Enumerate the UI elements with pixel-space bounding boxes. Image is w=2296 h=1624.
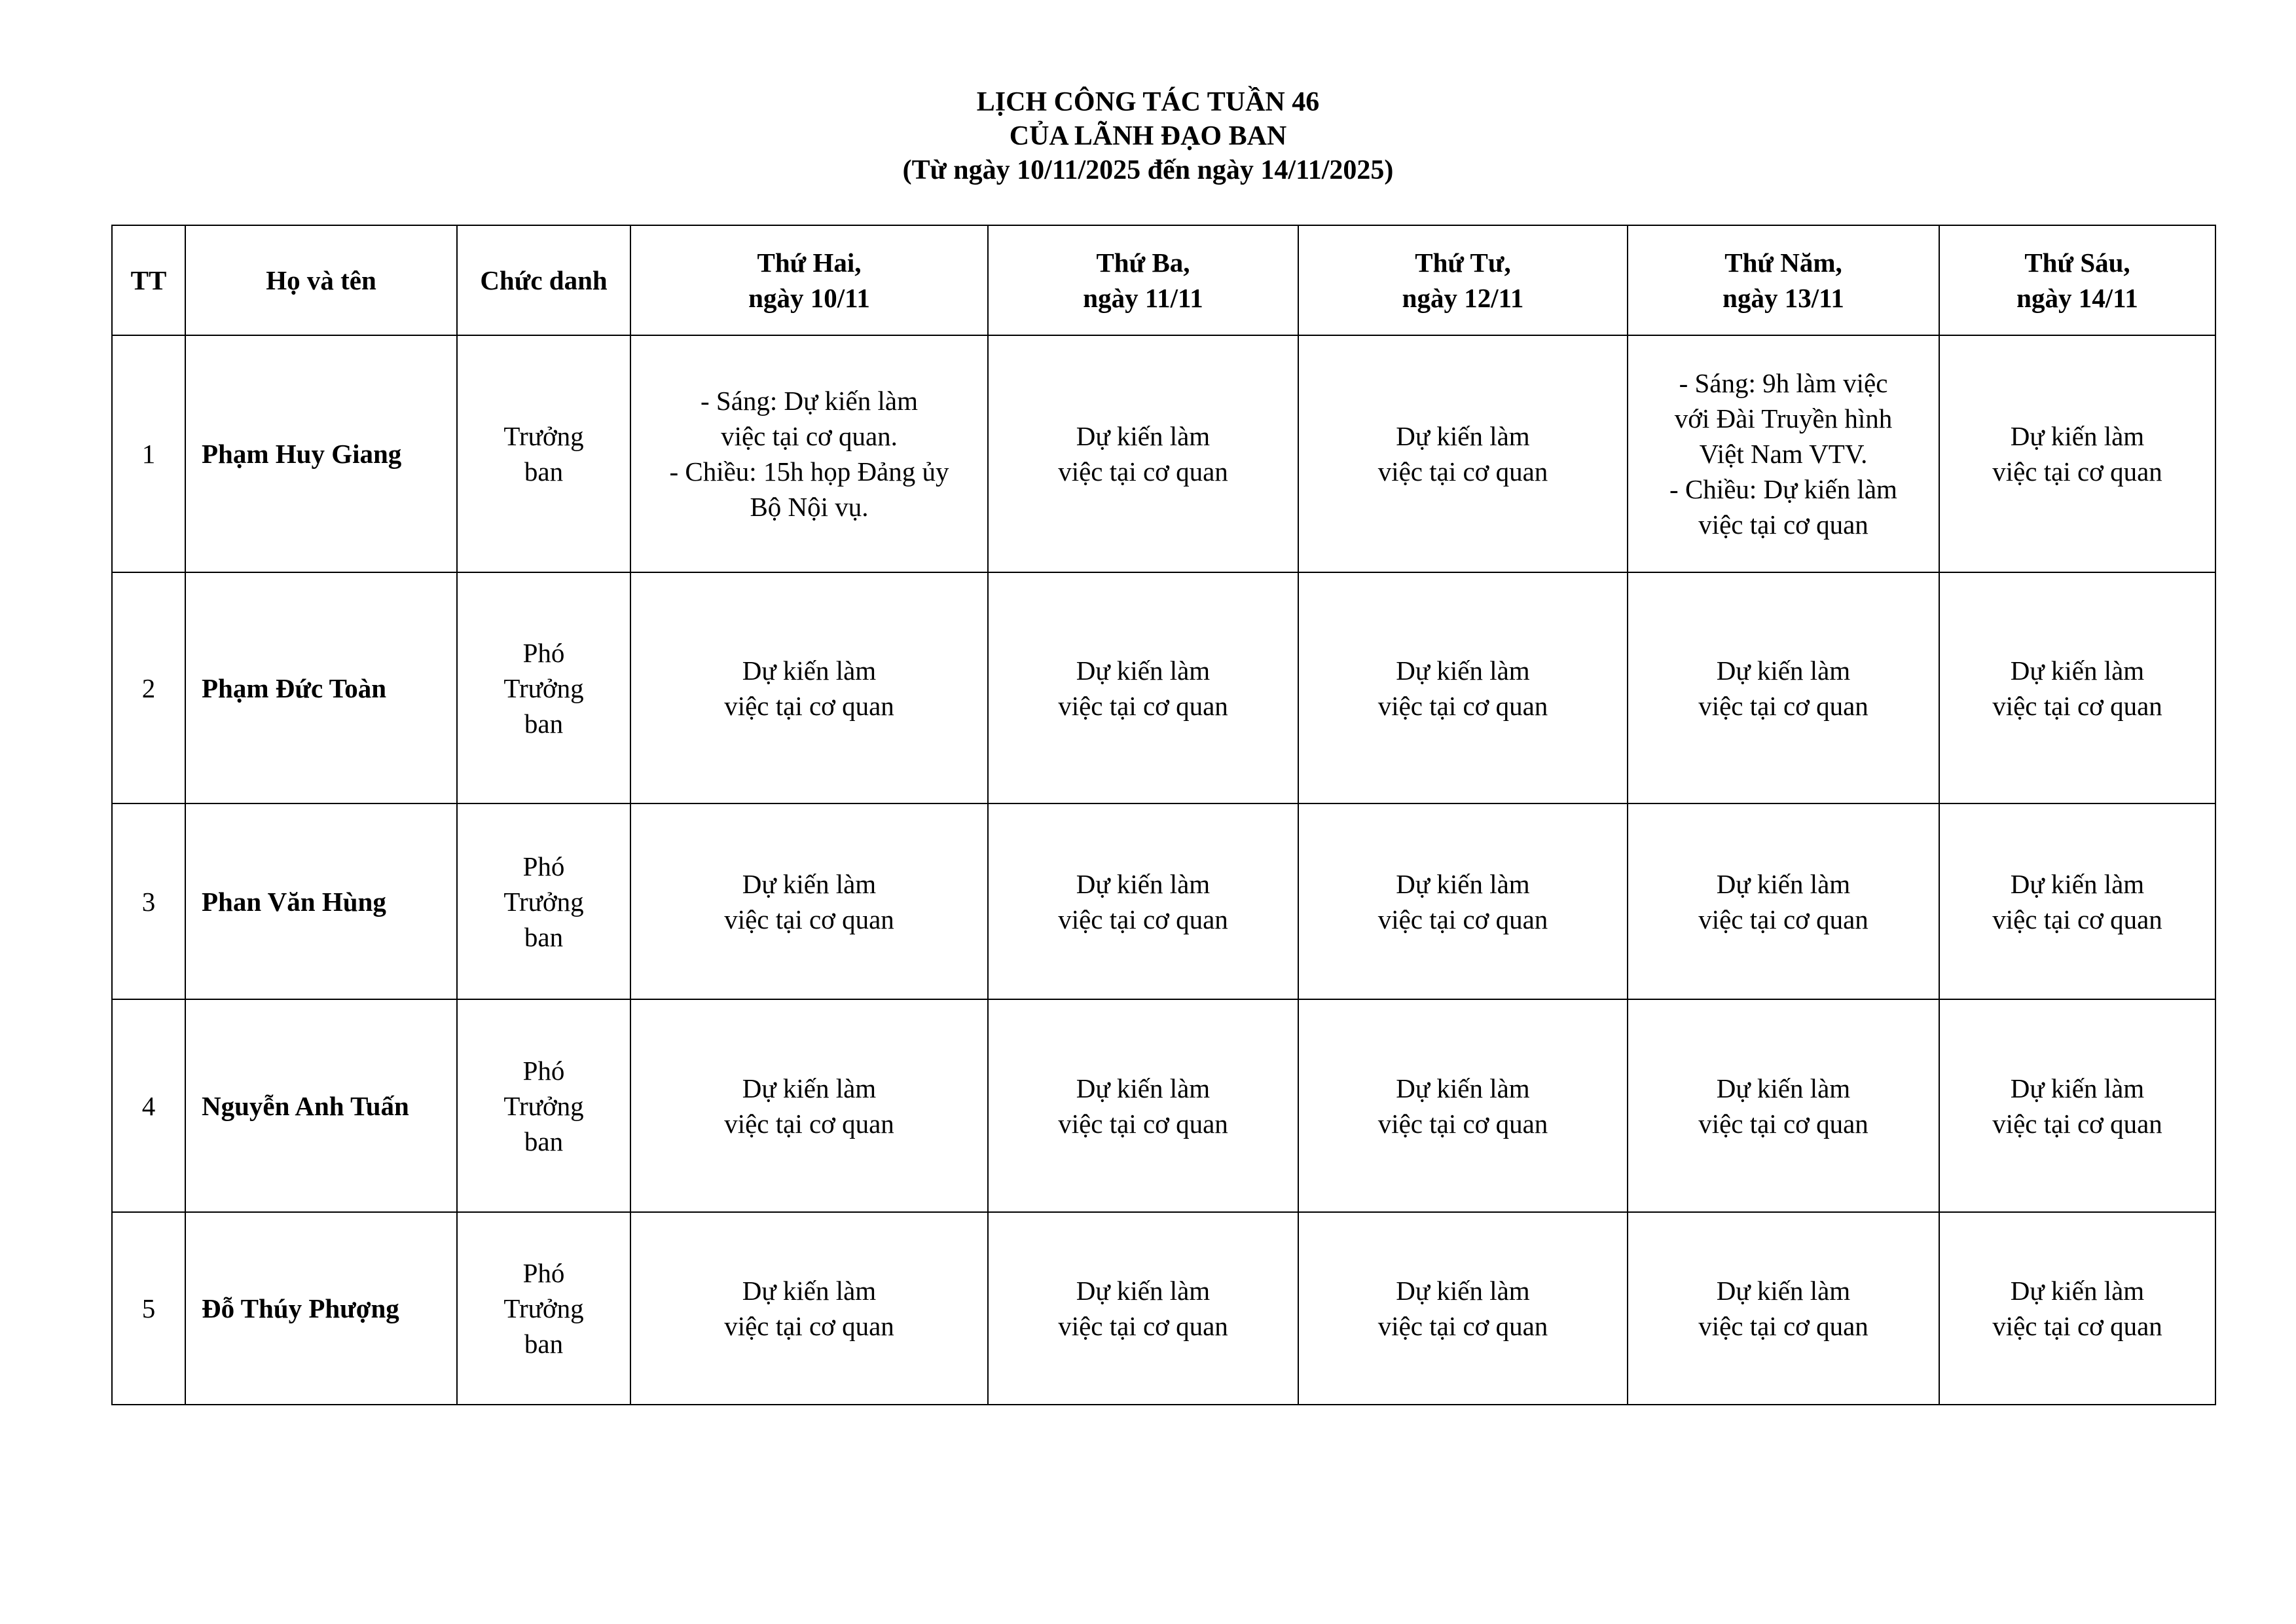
- schedule-line: việc tại cơ quan: [1058, 904, 1228, 934]
- schedule-line: Dự kiến làm: [2010, 1073, 2145, 1103]
- schedule-line: việc tại cơ quan: [1992, 904, 2162, 934]
- position-line: Trưởng: [503, 1293, 584, 1323]
- schedule-line: Dự kiến làm: [2010, 868, 2145, 899]
- schedule-cell-thursday: [1628, 1212, 1939, 1405]
- schedule-cell-monday: [630, 803, 988, 999]
- table-row: [112, 999, 2215, 1212]
- schedule-line: Dự kiến làm: [1716, 1073, 1851, 1103]
- schedule-line: việc tại cơ quan: [1698, 509, 1868, 540]
- schedule-cell-tuesday: [988, 999, 1298, 1212]
- schedule-cell-friday: [1939, 335, 2215, 572]
- header-date: ngày 14/11: [2016, 283, 2138, 313]
- schedule-line: Dự kiến làm: [1716, 655, 1851, 686]
- schedule-line: việc tại cơ quan: [724, 904, 894, 934]
- schedule-line: Dự kiến làm: [1396, 655, 1530, 686]
- schedule-cell-thursday: [1628, 572, 1939, 803]
- header-weekday: Thứ Tư,: [1415, 248, 1511, 278]
- schedule-line: Dự kiến làm: [1076, 1073, 1211, 1103]
- schedule-cell-monday: [630, 1212, 988, 1405]
- header-day-wednesday: [1298, 225, 1628, 335]
- schedule-line: Dự kiến làm: [1076, 868, 1211, 899]
- schedule-table: [111, 225, 2216, 1405]
- person-name: Đỗ Thúy Phượng: [185, 1212, 457, 1405]
- header-row: [112, 225, 2215, 335]
- schedule-cell-tuesday: [988, 335, 1298, 572]
- schedule-cell-thursday: [1628, 999, 1939, 1212]
- schedule-cell-friday: [1939, 999, 2215, 1212]
- schedule-cell-tuesday: [988, 803, 1298, 999]
- person-name: Nguyễn Anh Tuấn: [185, 999, 457, 1212]
- row-number: 1: [112, 335, 185, 572]
- schedule-line: Dự kiến làm: [1076, 1276, 1211, 1306]
- header-date: ngày 11/11: [1083, 283, 1203, 313]
- schedule-line: việc tại cơ quan: [1377, 456, 1548, 487]
- header-day-friday: [1939, 225, 2215, 335]
- position-line: Trưởng: [503, 673, 584, 703]
- schedule-line: Dự kiến làm: [1076, 421, 1211, 451]
- person-position: [457, 572, 630, 803]
- schedule-line: việc tại cơ quan: [1992, 1108, 2162, 1139]
- schedule-line: việc tại cơ quan: [1698, 904, 1868, 934]
- schedule-line: - Sáng: Dự kiến làm: [701, 386, 918, 416]
- row-number: 2: [112, 572, 185, 803]
- schedule-cell-thursday: [1628, 803, 1939, 999]
- title-line-3: (Từ ngày 10/11/2025 đến ngày 14/11/2025): [902, 155, 1394, 185]
- schedule-line: việc tại cơ quan: [724, 690, 894, 721]
- header-weekday: Thứ Sáu,: [2024, 248, 2130, 278]
- schedule-cell-monday: [630, 335, 988, 572]
- position-line: ban: [524, 1329, 564, 1359]
- position-line: Phó: [522, 1258, 565, 1288]
- schedule-cell-tuesday: [988, 1212, 1298, 1405]
- schedule-line: việc tại cơ quan: [1377, 904, 1548, 934]
- schedule-line: Dự kiến làm: [2010, 421, 2145, 451]
- schedule-line: Dự kiến làm: [2010, 1276, 2145, 1306]
- person-name: Phạm Huy Giang: [185, 335, 457, 572]
- person-name: Phan Văn Hùng: [185, 803, 457, 999]
- schedule-line: việc tại cơ quan: [724, 1311, 894, 1341]
- schedule-cell-tuesday: [988, 572, 1298, 803]
- person-position: [457, 335, 630, 572]
- position-line: ban: [524, 1126, 564, 1156]
- row-number: 5: [112, 1212, 185, 1405]
- schedule-cell-wednesday: [1298, 999, 1628, 1212]
- schedule-line: việc tại cơ quan: [1698, 690, 1868, 721]
- person-position: [457, 999, 630, 1212]
- schedule-line: việc tại cơ quan: [1058, 690, 1228, 721]
- person-name: Phạm Đức Toàn: [185, 572, 457, 803]
- schedule-line: việc tại cơ quan: [1992, 690, 2162, 721]
- table-row: [112, 572, 2215, 803]
- header-position: Chức danh: [457, 225, 630, 335]
- schedule-cell-monday: [630, 572, 988, 803]
- schedule-line: Dự kiến làm: [1716, 868, 1851, 899]
- title-line-2: CỦA LÃNH ĐẠO BAN: [1009, 121, 1287, 151]
- position-line: Trưởng: [503, 421, 584, 451]
- schedule-line: Dự kiến làm: [742, 1276, 877, 1306]
- header-date: ngày 12/11: [1402, 283, 1524, 313]
- title-line-1: LỊCH CÔNG TÁC TUẦN 46: [976, 87, 1320, 117]
- schedule-line: việc tại cơ quan: [1698, 1311, 1868, 1341]
- schedule-line: việc tại cơ quan: [1058, 456, 1228, 487]
- schedule-line: Dự kiến làm: [742, 868, 877, 899]
- schedule-cell-wednesday: [1298, 1212, 1628, 1405]
- table-row: [112, 1212, 2215, 1405]
- schedule-line: Dự kiến làm: [1396, 1073, 1530, 1103]
- header-day-thursday: [1628, 225, 1939, 335]
- header-day-tuesday: [988, 225, 1298, 335]
- schedule-line: việc tại cơ quan: [1058, 1311, 1228, 1341]
- schedule-line: Dự kiến làm: [1396, 421, 1530, 451]
- position-line: ban: [524, 708, 564, 739]
- header-weekday: Thứ Ba,: [1096, 248, 1190, 278]
- position-line: Phó: [522, 637, 565, 668]
- header-weekday: Thứ Hai,: [757, 248, 862, 278]
- position-line: Trưởng: [503, 886, 584, 917]
- header-date: ngày 10/11: [748, 283, 870, 313]
- header-day-monday: [630, 225, 988, 335]
- header-name: Họ và tên: [185, 225, 457, 335]
- schedule-cell-wednesday: [1298, 803, 1628, 999]
- position-line: ban: [524, 921, 564, 952]
- table-row: [112, 803, 2215, 999]
- schedule-line: Dự kiến làm: [742, 1073, 877, 1103]
- schedule-cell-friday: [1939, 803, 2215, 999]
- schedule-line: Dự kiến làm: [1076, 655, 1211, 686]
- schedule-cell-wednesday: [1298, 335, 1628, 572]
- header-date: ngày 13/11: [1722, 283, 1844, 313]
- person-position: [457, 1212, 630, 1405]
- schedule-cell-thursday: [1628, 335, 1939, 572]
- row-number: 4: [112, 999, 185, 1212]
- schedule-line: việc tại cơ quan: [724, 1108, 894, 1139]
- position-line: Trưởng: [503, 1090, 584, 1121]
- schedule-line: việc tại cơ quan.: [721, 421, 898, 451]
- schedule-line: Dự kiến làm: [1396, 868, 1530, 899]
- position-line: ban: [524, 456, 564, 487]
- schedule-line: Bộ Nội vụ.: [750, 492, 869, 522]
- table-row: [112, 335, 2215, 572]
- schedule-cell-wednesday: [1298, 572, 1628, 803]
- header-tt: TT: [112, 225, 185, 335]
- schedule-line: Việt Nam VTV.: [1699, 439, 1868, 469]
- schedule-line: việc tại cơ quan: [1992, 1311, 2162, 1341]
- schedule-line: việc tại cơ quan: [1992, 456, 2162, 487]
- schedule-line: việc tại cơ quan: [1377, 1311, 1548, 1341]
- schedule-line: việc tại cơ quan: [1698, 1108, 1868, 1139]
- schedule-cell-friday: [1939, 1212, 2215, 1405]
- schedule-line: Dự kiến làm: [742, 655, 877, 686]
- schedule-line: - Chiều: 15h họp Đảng ủy: [669, 456, 949, 487]
- document-title: [0, 85, 2296, 187]
- position-line: Phó: [522, 1055, 565, 1086]
- schedule-line: Dự kiến làm: [2010, 655, 2145, 686]
- schedule-line: Dự kiến làm: [1396, 1276, 1530, 1306]
- header-weekday: Thứ Năm,: [1724, 248, 1842, 278]
- schedule-line: - Sáng: 9h làm việc: [1679, 368, 1888, 398]
- schedule-line: việc tại cơ quan: [1377, 1108, 1548, 1139]
- row-number: 3: [112, 803, 185, 999]
- schedule-line: - Chiều: Dự kiến làm: [1669, 474, 1897, 504]
- schedule-line: với Đài Truyền hình: [1674, 403, 1893, 434]
- position-line: Phó: [522, 851, 565, 881]
- person-position: [457, 803, 630, 999]
- schedule-cell-monday: [630, 999, 988, 1212]
- schedule-cell-friday: [1939, 572, 2215, 803]
- schedule-line: việc tại cơ quan: [1377, 690, 1548, 721]
- schedule-line: việc tại cơ quan: [1058, 1108, 1228, 1139]
- schedule-line: Dự kiến làm: [1716, 1276, 1851, 1306]
